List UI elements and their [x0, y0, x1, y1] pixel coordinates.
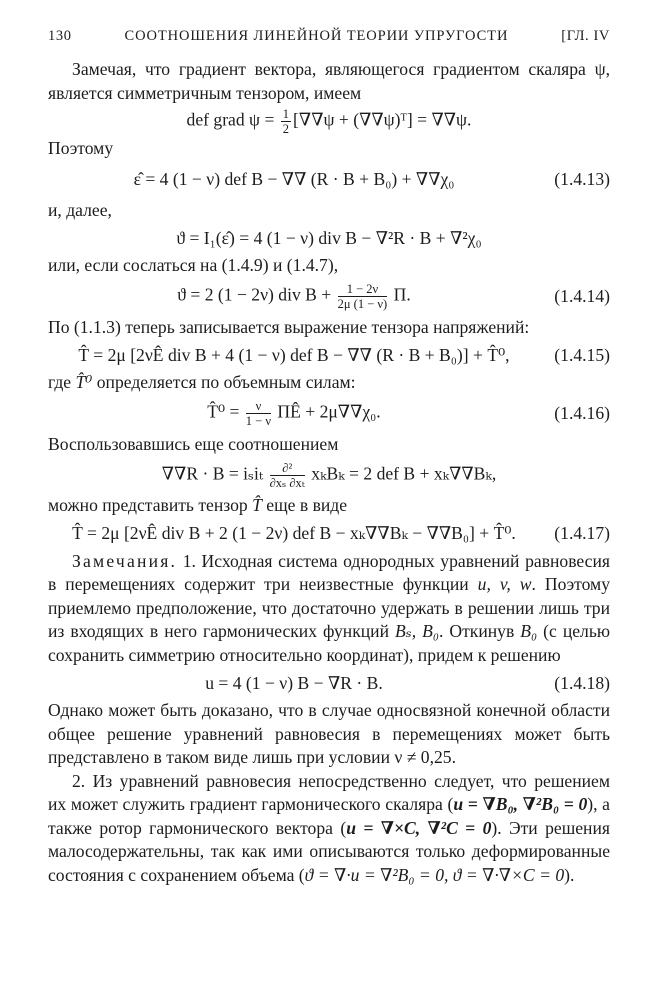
- chapter-reference: [ГЛ. IV: [561, 28, 610, 44]
- page-number: 130: [48, 28, 72, 44]
- paragraph: Замечая, что градиент вектора, являющегося градиентом скаляра ψ, является симметричным тензором, имеем: [48, 59, 610, 103]
- equation-number: (1.4.18): [554, 672, 610, 693]
- paragraph: Однако может быть доказано, что в случае односвязной конечной области общее решение уравнений равновесия в перемещениях может быть представлено в таком виде лишь при условии ν ≠ 0,25.: [48, 700, 610, 767]
- equation-1-4-15: T̂ = 2μ [2νÊ div B + 4 (1 − ν) def B − ∇∇ (R · B + B₀)] + T̂⁰, (1.4.15): [78, 344, 610, 365]
- paragraph: Воспользовавшись еще соотношением: [48, 433, 339, 454]
- paragraph: и, далее,: [48, 199, 112, 220]
- paragraph: По (1.1.3) теперь записывается выражение тензора напряжений:: [48, 316, 530, 337]
- paragraph: или, если сослаться на (1.4.9) и (1.4.7),: [48, 255, 339, 275]
- equation-number: (1.4.16): [554, 403, 610, 423]
- equation-theta: ϑ = I₁(ε̂) = 4 (1 − ν) div B − ∇²R · B + ∇²χ₀: [176, 227, 482, 248]
- equation-1-4-13: ε̂ = 4 (1 − ν) def B − ∇∇ (R · B + B₀) + ∇∇χ₀ (1.4.13): [133, 169, 610, 189]
- remark-paragraph: Замечания. 1. Исходная система однородных уравнений равновесия в перемещениях содержит три неизвестные функции u, v, w. Поэтому приемлемо предположение, что достаточно удержать в решении лишь три из входящих в него гармонических функций Bₛ, B₀. Откинув B₀ (с целью сохранить симметрию относительно координат), придем к решению: [48, 550, 610, 665]
- equation-number: (1.4.15): [554, 344, 610, 365]
- equation-defgrad: def grad ψ = $\frac{1}{2}$ [∇∇ψ + (∇∇ψ)ᵀ] = ∇∇ψ.: [186, 106, 472, 136]
- equation-number: (1.4.13): [554, 169, 610, 189]
- equation-1-4-17: T̂ = 2μ [2νÊ div B + 2 (1 − 2ν) def B − xₖ∇∇Bₖ − ∇∇B₀] + T̂⁰. (1.4.17): [72, 523, 610, 543]
- book-page: [48, 28, 610, 887]
- paragraph: 2. Из уравнений равновесия непосредственно следует, что решением их может служить градиент гармонического скаляра (u = ∇B₀, ∇²B₀ = 0), а также ротор гармонического вектора (u = ∇×C, ∇²C = 0). Эти решения малосодержательны, так как ими описываются только деформированные состояния с сохранением объема (ϑ = ∇·u = ∇²B₀ = 0, ϑ = ∇·∇×C = 0).: [48, 770, 610, 885]
- running-header: [48, 28, 610, 54]
- equation-1-4-16: T̂⁰ = $\frac{\nu}{1 - \nu}$ ΠÊ + 2μ∇∇χ₀. (1.4.16): [207, 399, 610, 428]
- equation-nabla-identity: ∇∇R · B = iₛiₜ $\frac{\text{∂²}}{\text{∂xₛ ∂xₜ}}$ xₖBₖ = 2 def B + xₖ∇∇Bₖ,: [161, 460, 497, 490]
- paragraph: можно представить тензор T̂ еще в виде: [48, 495, 348, 515]
- running-title: СООТНОШЕНИЯ ЛИНЕЙНОЙ ТЕОРИИ УПРУГОСТИ: [124, 28, 509, 44]
- equation-number: (1.4.14): [554, 286, 610, 306]
- equation-number: (1.4.17): [554, 523, 610, 543]
- equation-1-4-18: u = 4 (1 − ν) B − ∇R · B. (1.4.18): [205, 672, 610, 693]
- paragraph: Поэтому: [48, 138, 114, 158]
- paragraph: где T̂⁰ определяется по объемным силам:: [48, 372, 356, 392]
- remark-heading: Замечания.: [72, 550, 178, 571]
- equation-1-4-14: ϑ = 2 (1 − 2ν) div B + $\frac{1 - 2\nu}{2\mu (1 - \nu)}$ Π. (1.4.14): [177, 282, 610, 311]
